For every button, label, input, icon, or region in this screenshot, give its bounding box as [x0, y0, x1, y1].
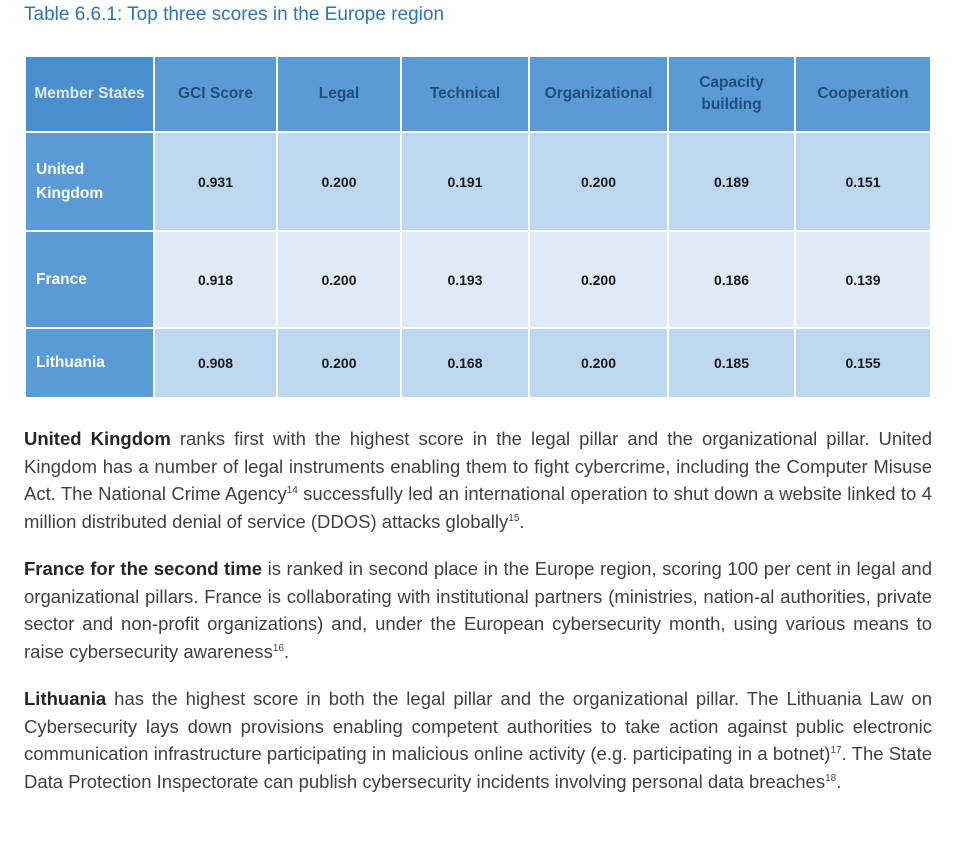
- cell-technical: 0.168: [401, 328, 529, 398]
- footnote-ref: 18: [825, 772, 837, 784]
- paragraph-united-kingdom: [24, 425, 932, 535]
- cell-legal: 0.200: [277, 132, 401, 231]
- scores-table: [24, 55, 932, 399]
- cell-technical: 0.193: [401, 231, 529, 328]
- header-gci-score: GCI Score: [154, 56, 277, 132]
- cell-legal: 0.200: [277, 231, 401, 328]
- cell-capacity-building: 0.185: [668, 328, 795, 398]
- cell-gci-score: 0.908: [154, 328, 277, 398]
- cell-capacity-building: 0.189: [668, 132, 795, 231]
- header-cooperation: Cooperation: [795, 56, 931, 132]
- cell-cooperation: 0.155: [795, 328, 931, 398]
- header-legal: Legal: [277, 56, 401, 132]
- cell-organizational: 0.200: [529, 328, 668, 398]
- table-row: [25, 328, 931, 398]
- header-member-states: Member States: [25, 56, 154, 132]
- paragraph-text: .: [519, 510, 525, 532]
- table-header-row: [25, 56, 931, 132]
- header-technical: Technical: [401, 56, 529, 132]
- header-capacity-building: Capacity building: [668, 56, 795, 132]
- paragraph-lithuania: [24, 685, 932, 795]
- cell-gci-score: 0.918: [154, 231, 277, 328]
- row-state-name: Lithuania: [25, 328, 154, 398]
- row-state-name: United Kingdom: [25, 132, 154, 231]
- footnote-ref: 16: [272, 642, 284, 654]
- paragraph-lead: United Kingdom: [24, 428, 171, 449]
- paragraph-lead: Lithuania: [24, 688, 107, 709]
- footnote-ref: 14: [286, 484, 298, 496]
- paragraph-text: . The State Data Protection Inspectorate can publish cybersecurity incidents involving personal data breaches: [24, 743, 932, 792]
- paragraph-text: .: [836, 770, 842, 792]
- paragraph-text: has the highest score in both the legal pillar and the organizational pillar. The Lithuania Law on Cybersecurity lays down provisions enabling competent authorities to take action against public electronic communication infrastructure participating in malicious online activity (e.g. participating in a botnet): [24, 688, 932, 764]
- cell-organizational: 0.200: [529, 231, 668, 328]
- table-caption: Table 6.6.1: Top three scores in the Europe region: [24, 4, 445, 25]
- cell-cooperation: 0.151: [795, 132, 931, 231]
- table-row: [25, 231, 931, 328]
- footnote-ref: 17: [830, 744, 842, 756]
- cell-cooperation: 0.139: [795, 231, 931, 328]
- row-state-name: France: [25, 231, 154, 328]
- cell-organizational: 0.200: [529, 132, 668, 231]
- paragraph-text: ranks first with the highest score in the legal pillar and the organizational pillar. United Kingdom has a number of legal instruments enabling them to fight cybercrime, including the Computer Misuse Act. The National Crime Agency: [24, 428, 933, 504]
- cell-capacity-building: 0.186: [668, 231, 795, 328]
- paragraph-france: [24, 555, 932, 665]
- cell-gci-score: 0.931: [154, 132, 277, 231]
- table-row: [25, 132, 931, 231]
- cell-legal: 0.200: [277, 328, 401, 398]
- header-organizational: Organizational: [529, 56, 668, 132]
- paragraph-text: successfully led an international operation to shut down a website linked to 4 million distributed denial of service (DDOS) attacks globally: [24, 483, 932, 532]
- paragraph-text: is ranked in second place in the Europe region, scoring 100 per cent in legal and organizational pillars. France is collaborating with institutional partners (ministries, nation-al authorities, private sector and non-profit organizations) and, under the European cybersecurity month, using various means to raise cybersecurity awareness: [24, 558, 932, 662]
- paragraph-text: .: [283, 640, 290, 662]
- paragraph-lead: France for the second time: [24, 558, 263, 579]
- cell-technical: 0.191: [401, 132, 529, 231]
- footnote-ref: 15: [508, 512, 520, 524]
